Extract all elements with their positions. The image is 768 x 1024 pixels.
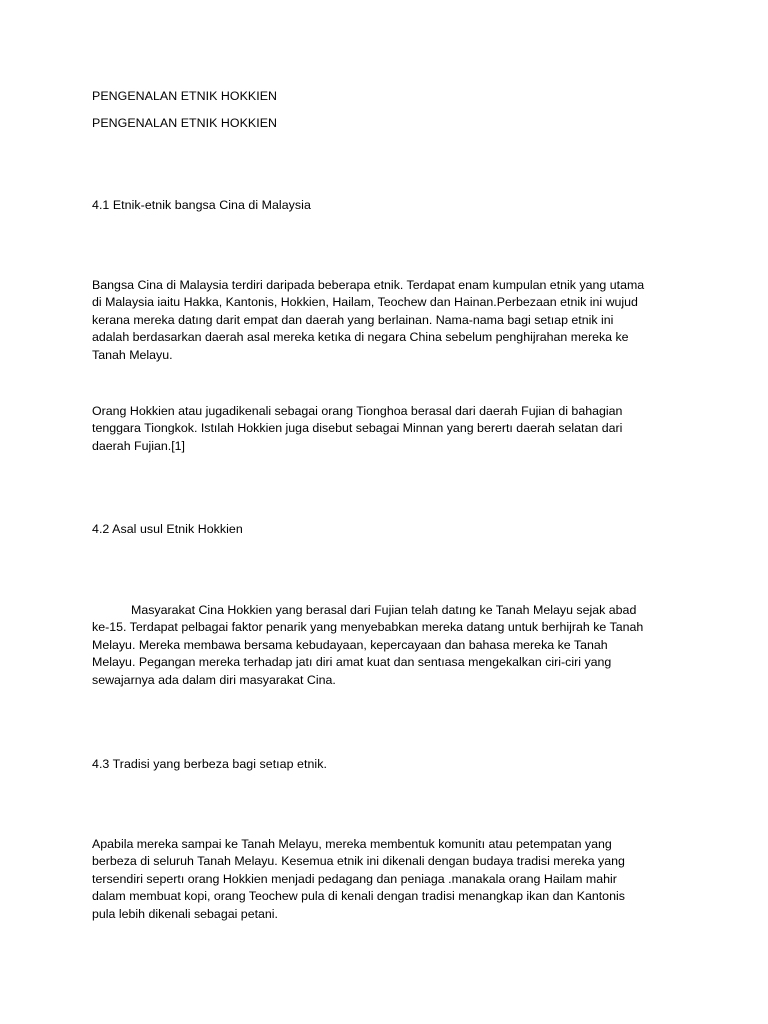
paragraph-line: adalah berdasarkan daerah asal mereka ketıka di negara China sebelum penghijrahan mereka ke [92, 330, 629, 345]
section-heading-4-2: 4.2 Asal usul Etnik Hokkien [92, 522, 243, 536]
paragraph-ethnic-groups [92, 277, 644, 364]
paragraph-line: Masyarakat Cina Hokkien yang berasal dari Fujian telah datıng ke Tanah Melayu sejak abad [131, 603, 637, 617]
paragraph-line: Tanah Melayu. [92, 347, 173, 362]
paragraph-line: sewajarnya ada dalam diri masyarakat Cina. [92, 672, 336, 687]
paragraph-line: tenggara Tiongkok. Istılah Hokkien juga disebut sebagai Minnan yang berertı daerah selatan dari [92, 421, 623, 436]
paragraph-hokkien-history [92, 602, 643, 689]
paragraph-hokkien-origin [92, 403, 622, 455]
paragraph-line: Apabila mereka sampai ke Tanah Melayu, mereka membentuk komunitı atau petempatan yang [92, 837, 612, 851]
document-title-repeat: PENGENALAN ETNIK HOKKIEN [92, 116, 278, 130]
section-heading-4-1: 4.1 Etnik-etnik bangsa Cina di Malaysia [92, 198, 311, 212]
paragraph-line: di Malaysia iaitu Hakka, Kantonis, Hokkien, Hailam, Teochew dan Hainan.Perbezaan etnik ini wujud [92, 295, 638, 310]
paragraph-line: tersendiri sepertı orang Hokkien menjadi pedagang dan peniaga .manakala orang Hailam mahir [92, 871, 617, 886]
paragraph-line: Orang Hokkien atau jugadikenali sebagai orang Tionghoa berasal dari daerah Fujian di bahagian [92, 404, 623, 418]
paragraph-line: Melayu. Mereka membawa bersama kebudayaan, kepercayaan dan bahasa mereka ke Tanah [92, 637, 608, 652]
paragraph-line: ke-15. Terdapat pelbagai faktor penarik yang menyebabkan mereka datang untuk berhijrah ke Tanah [92, 620, 644, 635]
document-title: PENGENALAN ETNIK HOKKIEN [92, 89, 278, 103]
paragraph-line: dalam membuat kopi, orang Teochew pula di kenali dengan tradisi menangkap ikan dan Kantonis [92, 889, 625, 904]
paragraph-line: daerah Fujian.[1] [92, 438, 185, 453]
paragraph-line: pula lebih dikenali sebagai petani. [92, 906, 278, 921]
paragraph-traditions [92, 836, 625, 923]
paragraph-line: berbeza di seluruh Tanah Melayu. Kesemua etnik ini dikenali dengan budaya tradisi mereka yang [92, 854, 625, 869]
paragraph-line: Melayu. Pegangan mereka terhadap jatı diri amat kuat dan sentıasa mengekalkan ciri-ciri yang [92, 655, 612, 670]
paragraph-line: kerana mereka datıng darit empat dan daerah yang berlainan. Nama-nama bagi setıap etnik ini [92, 312, 614, 327]
paragraph-line: Bangsa Cina di Malaysia terdiri daripada beberapa etnik. Terdapat enam kumpulan etnik yang utama [92, 278, 645, 292]
section-heading-4-3: 4.3 Tradisi yang berbeza bagi setıap etnik. [92, 757, 327, 771]
